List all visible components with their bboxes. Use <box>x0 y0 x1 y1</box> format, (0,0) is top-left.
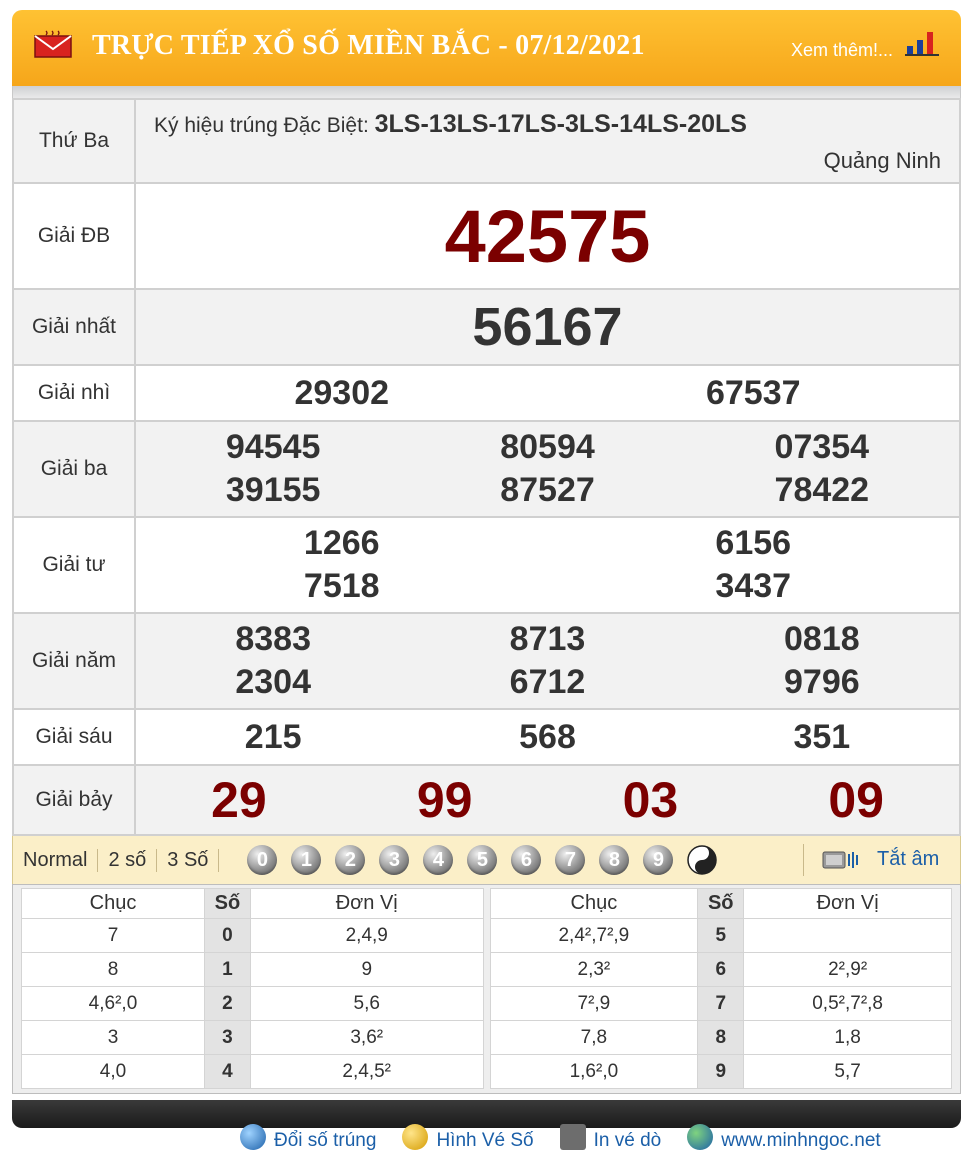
prize-number: 03 <box>622 772 679 828</box>
prize-number: 78422 <box>774 471 870 509</box>
loto-donvi: 3,6² <box>250 1021 483 1055</box>
digit-ball-8[interactable]: 8 <box>599 845 629 875</box>
loto-donvi: 9 <box>250 953 483 987</box>
mode-2-digit-button[interactable]: 2 số <box>98 849 157 872</box>
loto-row <box>490 1055 952 1089</box>
print-label: In vé dò <box>593 1130 662 1151</box>
loto-so: 4 <box>204 1055 250 1089</box>
digit-ball-3[interactable]: 3 <box>379 845 409 875</box>
day-label: Thứ Ba <box>13 99 135 183</box>
symbol-label: Ký hiệu trúng Đặc Biệt: <box>154 114 369 137</box>
loto-chuc: 3 <box>22 1021 205 1055</box>
prize-row-3 <box>13 421 960 517</box>
prize-number: 87527 <box>500 471 595 509</box>
province-name: Quảng Ninh <box>823 148 941 173</box>
prize-number: 2304 <box>235 663 311 701</box>
loto-donvi: 2,4,5² <box>250 1055 483 1089</box>
loto-chuc: 1,6²,0 <box>490 1055 698 1089</box>
loto-row <box>22 1021 484 1055</box>
loto-row <box>22 919 484 953</box>
prize-number: 0818 <box>784 620 860 658</box>
ticket-image-link[interactable] <box>402 1124 534 1151</box>
prize-number: 6712 <box>509 663 586 701</box>
prize-number: 8383 <box>235 620 311 658</box>
loto-chuc: 4,6²,0 <box>22 987 205 1021</box>
loto-so: 3 <box>204 1021 250 1055</box>
loto-row <box>490 987 952 1021</box>
loto-so: 2 <box>204 987 250 1021</box>
loto-chuc: 2,4²,7²,9 <box>490 919 698 953</box>
digit-ball-6[interactable]: 6 <box>511 845 541 875</box>
col-donvi: Đơn Vị <box>744 889 952 919</box>
loto-chuc: 7,8 <box>490 1021 698 1055</box>
special-prize-number: 42575 <box>444 194 651 278</box>
prize-number: 3437 <box>715 567 792 605</box>
loto-panel <box>12 884 961 1094</box>
prize-number: 7518 <box>303 567 380 605</box>
loto-so: 0 <box>204 919 250 953</box>
col-so: Số <box>204 889 250 919</box>
prize-row-4 <box>13 517 960 613</box>
loto-table-right <box>490 888 953 1089</box>
prize-number: 67537 <box>705 373 801 412</box>
exchange-icon <box>240 1124 266 1150</box>
prize-number: 9796 <box>784 663 860 701</box>
prize-label: Giải sáu <box>13 709 135 765</box>
loto-so: 8 <box>698 1021 744 1055</box>
results-table <box>12 98 961 836</box>
prize-row-7 <box>13 765 960 835</box>
header-band <box>12 86 961 98</box>
prize-label: Giải nhì <box>13 365 135 421</box>
col-donvi: Đơn Vị <box>250 889 483 919</box>
digit-ball-2[interactable]: 2 <box>335 845 365 875</box>
prize-number: 568 <box>519 717 576 756</box>
prize-number: 94545 <box>225 428 321 466</box>
mode-normal-button[interactable]: Normal <box>13 849 98 872</box>
prize-number: 07354 <box>774 428 870 466</box>
bar-chart-icon[interactable] <box>905 30 939 56</box>
widget-title: TRỰC TIẾP XỔ SỐ MIỀN BẮC - 07/12/2021 <box>92 30 645 61</box>
col-chuc: Chục <box>490 889 698 919</box>
loto-donvi: 1,8 <box>744 1021 952 1055</box>
loto-donvi: 2,4,9 <box>250 919 483 953</box>
digit-ball-9[interactable]: 9 <box>643 845 673 875</box>
prize-label: Giải bảy <box>13 765 135 835</box>
loto-donvi: 5,6 <box>250 987 483 1021</box>
loto-chuc: 4,0 <box>22 1055 205 1089</box>
ticket-image-label: Hình Vé Số <box>436 1130 534 1151</box>
footer-links <box>240 1124 960 1151</box>
loto-chuc: 8 <box>22 953 205 987</box>
loto-so: 9 <box>698 1055 744 1089</box>
loto-header-row <box>490 889 952 919</box>
control-separator <box>803 844 804 876</box>
prize-label: Giải ĐB <box>13 183 135 289</box>
loto-row <box>490 1021 952 1055</box>
see-more-link[interactable]: Xem thêm!... <box>790 40 893 60</box>
loto-so: 7 <box>698 987 744 1021</box>
prize-number: 29302 <box>294 373 390 412</box>
loto-row <box>490 919 952 953</box>
prize-number: 1266 <box>303 524 380 562</box>
printer-icon <box>560 1124 586 1150</box>
loto-so: 5 <box>698 919 744 953</box>
loto-donvi <box>744 919 952 953</box>
digit-filter <box>247 845 717 875</box>
prize-label: Giải tư <box>13 517 135 613</box>
loto-chuc: 7²,9 <box>490 987 698 1021</box>
digit-ball-5[interactable]: 5 <box>467 845 497 875</box>
prize-number: 351 <box>793 717 851 756</box>
globe-icon <box>687 1124 713 1150</box>
mail-icon <box>34 30 72 58</box>
symbol-row <box>13 99 960 183</box>
loto-so: 6 <box>698 953 744 987</box>
prize-row-6 <box>13 709 960 765</box>
digit-ball-4[interactable]: 4 <box>423 845 453 875</box>
prize-row-2 <box>13 365 960 421</box>
prize-number: 09 <box>828 772 884 828</box>
loto-header-row <box>22 889 484 919</box>
prize-number: 29 <box>211 772 267 828</box>
mode-3-digit-button[interactable]: 3 Số <box>157 849 219 872</box>
symbol-cell <box>135 99 960 183</box>
loto-row <box>22 953 484 987</box>
digit-ball-7[interactable]: 7 <box>555 845 585 875</box>
loto-donvi: 2²,9² <box>744 953 952 987</box>
digit-ball-0[interactable]: 0 <box>247 845 277 875</box>
prize-label: Giải nhất <box>13 289 135 365</box>
prize-number: 80594 <box>500 428 595 466</box>
first-prize-number: 56167 <box>472 297 623 357</box>
prize-number: 215 <box>244 717 302 756</box>
yin-yang-icon[interactable] <box>687 845 717 875</box>
website-link[interactable] <box>687 1124 881 1151</box>
prize-number: 39155 <box>225 471 321 509</box>
prize-label: Giải ba <box>13 421 135 517</box>
mute-button[interactable]: Tắt âm <box>877 848 940 870</box>
symbol-line <box>154 110 747 139</box>
prize-row-1 <box>13 289 960 365</box>
digit-ball-1[interactable]: 1 <box>291 845 321 875</box>
loto-donvi: 5,7 <box>744 1055 952 1089</box>
prize-row-db <box>13 183 960 289</box>
prize-label: Giải năm <box>13 613 135 709</box>
prize-number: 99 <box>416 772 473 828</box>
exchange-label: Đổi số trúng <box>274 1130 377 1151</box>
prize-number: 8713 <box>509 620 586 658</box>
loto-table-left <box>21 888 484 1089</box>
loto-so: 1 <box>204 953 250 987</box>
control-bar <box>12 836 961 884</box>
widget-header <box>12 10 961 86</box>
loto-row <box>490 953 952 987</box>
loto-chuc: 7 <box>22 919 205 953</box>
prize-row-5 <box>13 613 960 709</box>
prize-number: 6156 <box>715 524 792 562</box>
col-so: Số <box>698 889 744 919</box>
loto-row <box>22 987 484 1021</box>
dollar-icon <box>402 1124 428 1150</box>
loto-row <box>22 1055 484 1089</box>
lottery-widget <box>12 10 961 1128</box>
loto-chuc: 2,3² <box>490 953 698 987</box>
loto-donvi: 0,5²,7²,8 <box>744 987 952 1021</box>
website-label: www.minhngoc.net <box>721 1130 881 1151</box>
symbol-codes: 3LS-13LS-17LS-3LS-14LS-20LS <box>374 110 747 138</box>
exchange-link[interactable] <box>240 1124 377 1151</box>
col-chuc: Chục <box>22 889 205 919</box>
speaker-icon[interactable] <box>821 848 863 872</box>
print-link[interactable] <box>560 1124 662 1151</box>
